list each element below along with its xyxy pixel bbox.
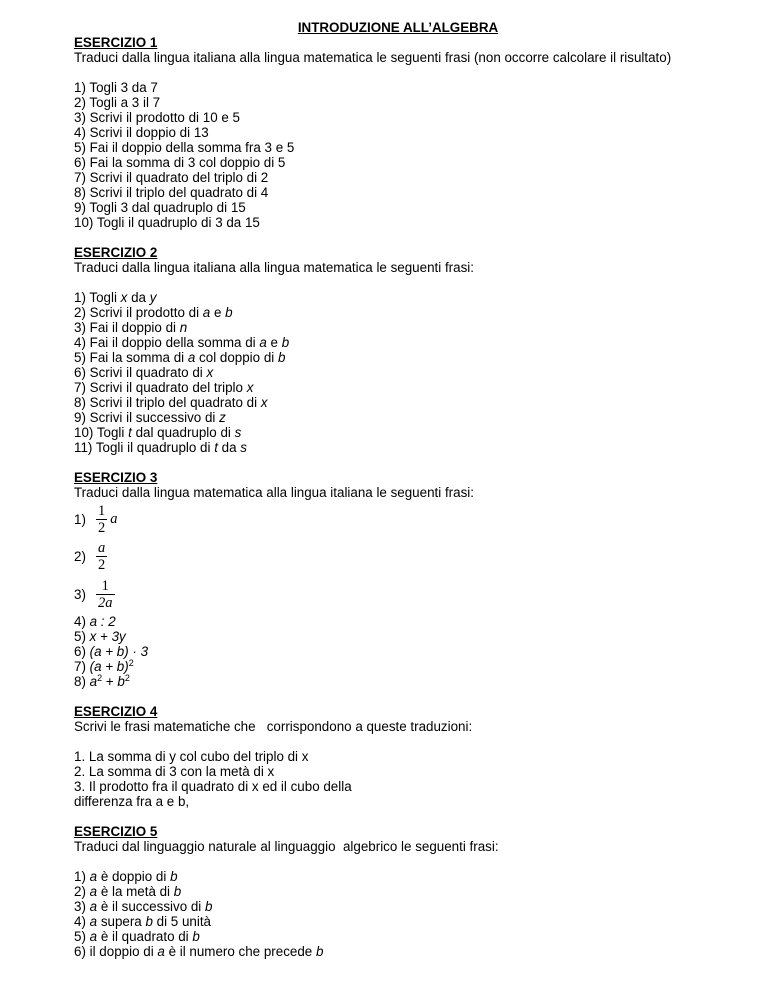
exponent: 2 <box>97 673 103 683</box>
item-text: il doppio di <box>89 944 158 959</box>
exercise-3-item-5 <box>74 629 734 644</box>
item-number: 9) <box>74 410 90 425</box>
exercise-1-item: 1) Togli 3 da 7 <box>74 80 158 95</box>
exercise-2 <box>74 245 734 455</box>
item-number: 11) <box>74 440 96 455</box>
exercise-2-item <box>74 350 734 365</box>
item-text: dal quadruplo di <box>131 425 235 440</box>
item-text: col doppio di <box>195 350 278 365</box>
exercise-1-item: 9) Togli 3 dal quadruplo di 15 <box>74 200 246 215</box>
item-number: 5) <box>74 629 90 644</box>
item-text: è il successivo di <box>97 899 206 914</box>
variable: b <box>225 305 233 320</box>
exercise-3-item-1 <box>74 500 734 538</box>
fraction-denominator: 2 <box>98 519 106 536</box>
variable: s <box>240 440 247 455</box>
variable: a <box>89 899 98 914</box>
exercise-2-item <box>74 440 734 455</box>
exercise-1-item: 5) Fai il doppio della somma fra 3 e 5 <box>74 140 295 155</box>
variable: s <box>234 425 242 440</box>
exercise-2-item <box>74 365 734 380</box>
expression: (a + b) · 3 <box>89 644 149 659</box>
exercise-2-list <box>74 290 734 455</box>
item-text: Fai il doppio della somma di <box>89 335 260 350</box>
exponent: 2 <box>128 658 134 668</box>
item-text: Togli <box>96 425 129 440</box>
item-text: è doppio di <box>97 869 171 884</box>
exercise-1-item: 4) Scrivi il doppio di 13 <box>74 125 209 140</box>
item-number: 7) <box>74 659 90 674</box>
exercise-4-heading: ESERCIZIO 4 <box>74 704 158 719</box>
item-text: Scrivi il quadrato del triplo <box>89 380 247 395</box>
item-text: da <box>217 440 241 455</box>
expression: a : 2 <box>89 614 116 629</box>
exercise-2-item <box>74 425 734 440</box>
item-text: Scrivi il quadrato di <box>89 365 207 380</box>
exercise-4-item: 2. La somma di 3 con la metà di x <box>74 764 275 779</box>
item-text: Fai il doppio di <box>89 320 180 335</box>
item-text: e <box>210 305 226 320</box>
exercise-5-instructions: Traduci dal linguaggio naturale al linguaggio algebrico le seguenti frasi: <box>74 839 499 854</box>
variable: b <box>277 350 286 365</box>
item-number: 5) <box>74 929 90 944</box>
item-text: Togli il quadruplo di <box>95 440 215 455</box>
exercise-1-heading: ESERCIZIO 1 <box>74 35 158 50</box>
exercise-2-item <box>74 395 734 410</box>
fraction-numerator: 1 <box>101 577 109 594</box>
exercise-1-instructions: Traduci dalla lingua italiana alla lingua matematica le seguenti frasi (non occorre calcolare il risultato) <box>74 50 672 65</box>
expression-term: a <box>89 674 98 689</box>
variable: a <box>89 884 98 899</box>
item-number: 2) <box>74 305 90 320</box>
exercise-2-item <box>74 320 734 335</box>
item-number: 4) <box>74 335 90 350</box>
fraction <box>96 540 107 573</box>
variable: a <box>89 929 98 944</box>
variable: n <box>179 320 188 335</box>
item-number: 5) <box>74 350 90 365</box>
exercise-1-item: 7) Scrivi il quadrato del triplo di 2 <box>74 170 269 185</box>
exercise-4 <box>74 704 734 809</box>
exercise-4-item: 1. La somma di y col cubo del triplo di x <box>74 749 309 764</box>
variable: x <box>260 395 268 410</box>
variable: t <box>214 440 218 455</box>
fraction <box>96 578 115 611</box>
exercise-2-item <box>74 335 734 350</box>
variable: b <box>205 899 213 914</box>
variable: a <box>202 305 211 320</box>
item-number: 3) <box>74 899 90 914</box>
exercise-5-item <box>74 944 734 959</box>
expression-term: b <box>117 674 125 689</box>
item-text: Fai la somma di <box>89 350 188 365</box>
item-text: è la metà di <box>97 884 174 899</box>
item-text: è il numero che precede <box>164 944 316 959</box>
exercise-2-item <box>74 380 734 395</box>
item-number: 2) <box>74 548 86 564</box>
item-number: 8) <box>74 674 90 689</box>
exercise-3-item-6 <box>74 644 734 659</box>
exercise-4-instructions: Scrivi le frasi matematiche che corrispondono a queste traduzioni: <box>74 719 473 734</box>
exercise-5-item <box>74 929 734 944</box>
exercise-4-item: differenza fra a e b, <box>74 794 190 809</box>
item-text: da <box>127 290 150 305</box>
fraction-denominator: 2a <box>98 594 113 611</box>
item-number: 1) <box>74 869 90 884</box>
item-number: 6) <box>74 365 90 380</box>
variable: a <box>259 335 267 350</box>
variable: b <box>170 869 178 884</box>
exercise-5-list <box>74 869 734 944</box>
document-title: INTRODUZIONE ALL’ALGEBRA <box>297 20 499 35</box>
variable: z <box>219 410 226 425</box>
item-text: è il quadrato di <box>97 929 193 944</box>
exercise-2-item <box>74 410 734 425</box>
operator: + <box>102 674 118 689</box>
exercise-2-heading: ESERCIZIO 2 <box>74 245 158 260</box>
item-number: 10) <box>74 425 97 440</box>
exercise-1-item: 10) Togli il quadruplo di 3 da 15 <box>74 215 260 230</box>
exercise-3-item-8 <box>74 674 734 689</box>
variable: a <box>89 914 98 929</box>
item-text: supera <box>97 914 146 929</box>
variable: y <box>149 290 157 305</box>
item-number: 1) <box>74 290 90 305</box>
item-number: 4) <box>74 914 90 929</box>
variable: x <box>120 290 128 305</box>
fraction-factor: a <box>110 510 118 527</box>
exercise-5-item <box>74 914 734 929</box>
exercise-2-instructions: Traduci dalla lingua italiana alla lingua matematica le seguenti frasi: <box>74 260 474 275</box>
exercise-3-item-7 <box>74 659 734 674</box>
item-text: di 5 unità <box>152 914 212 929</box>
item-number: 3) <box>74 586 86 602</box>
item-number: 4) <box>74 614 90 629</box>
exercise-5 <box>74 824 734 959</box>
exercise-2-item <box>74 290 734 305</box>
exercise-5-item <box>74 899 734 914</box>
item-text: e <box>266 335 282 350</box>
exercise-5-heading: ESERCIZIO 5 <box>74 824 158 839</box>
fraction <box>96 503 107 536</box>
exponent: 2 <box>124 673 130 683</box>
item-text: Scrivi il prodotto di <box>89 305 203 320</box>
exercise-3-instructions: Traduci dalla lingua matematica alla lingua italiana le seguenti frasi: <box>74 485 474 500</box>
variable: b <box>281 335 290 350</box>
item-number: 7) <box>74 380 90 395</box>
item-number: 1) <box>74 511 86 527</box>
variable: a <box>89 869 98 884</box>
item-number: 2) <box>74 884 90 899</box>
variable: a <box>157 944 165 959</box>
variable: b <box>315 944 324 959</box>
exercise-5-item <box>74 884 734 899</box>
fraction-denominator: 2 <box>98 556 106 573</box>
item-number: 3) <box>74 320 90 335</box>
expression: (a + b) <box>89 659 129 674</box>
exercise-2-item <box>74 305 734 320</box>
exercise-3-item-2 <box>74 538 734 574</box>
item-number: 6) <box>74 944 90 959</box>
variable: b <box>173 884 182 899</box>
item-text: Scrivi il successivo di <box>89 410 220 425</box>
document-page <box>74 20 734 959</box>
item-text: Scrivi il triplo del quadrato di <box>89 395 261 410</box>
exercise-1-item: 8) Scrivi il triplo del quadrato di 4 <box>74 185 269 200</box>
variable: x <box>206 365 214 380</box>
variable: a <box>187 350 196 365</box>
item-number: 6) <box>74 644 90 659</box>
exercise-1-item: 2) Togli a 3 il 7 <box>74 95 161 110</box>
exercise-4-item: 3. Il prodotto fra il quadrato di x ed il cubo della <box>74 779 352 794</box>
variable: b <box>192 929 200 944</box>
variable: t <box>128 425 132 440</box>
variable: b <box>145 914 153 929</box>
exercise-3-item-3 <box>74 574 734 614</box>
variable: x <box>246 380 254 395</box>
exercise-3 <box>74 470 734 689</box>
exercise-5-item <box>74 869 734 884</box>
exercise-1-item: 3) Scrivi il prodotto di 10 e 5 <box>74 110 240 125</box>
exercise-3-item-4 <box>74 614 734 629</box>
expression: x + 3y <box>89 629 126 644</box>
item-number: 8) <box>74 395 90 410</box>
fraction-numerator: 1 <box>98 502 106 519</box>
exercise-1-item: 6) Fai la somma di 3 col doppio di 5 <box>74 155 286 170</box>
item-text: Togli <box>89 290 121 305</box>
exercise-3-heading: ESERCIZIO 3 <box>74 470 158 485</box>
exercise-1 <box>74 35 734 230</box>
fraction-numerator: a <box>98 539 106 556</box>
